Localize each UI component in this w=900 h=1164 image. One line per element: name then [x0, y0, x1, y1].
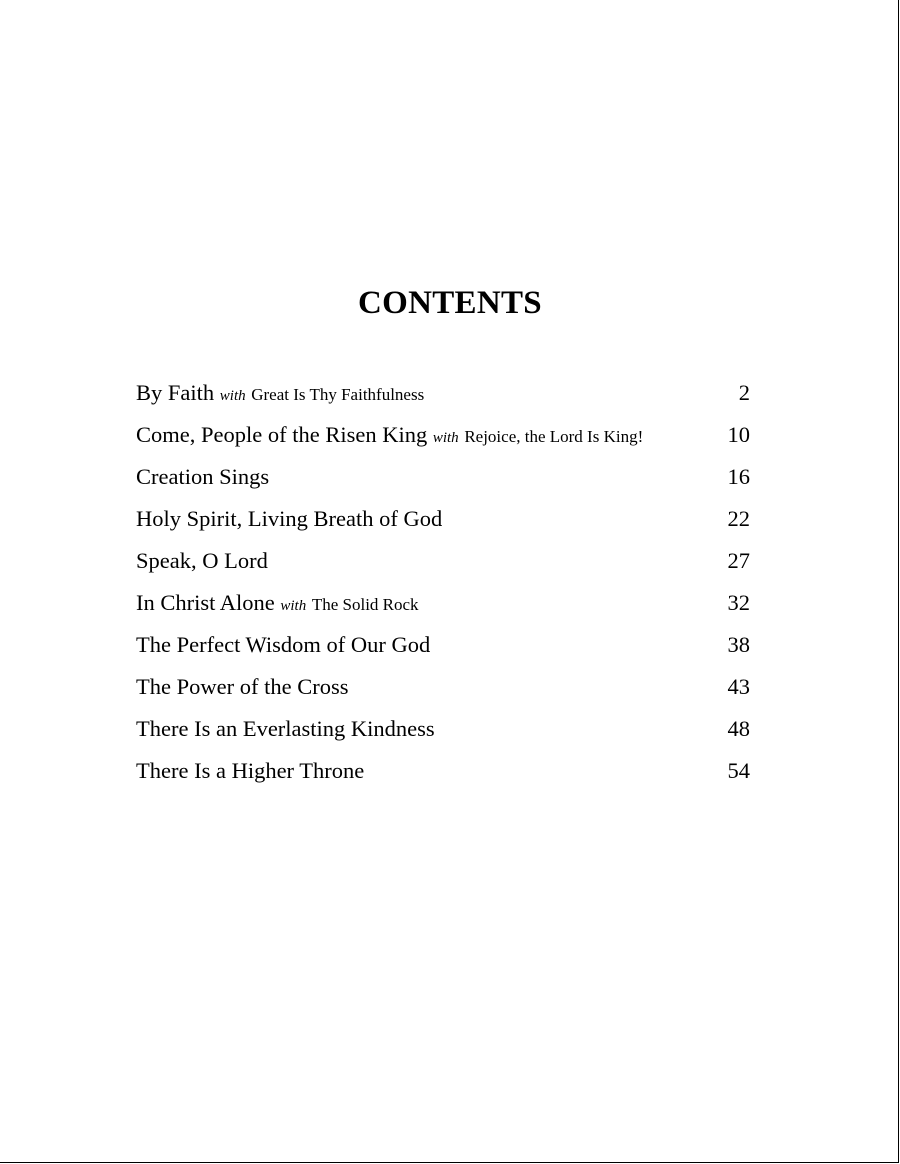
page-title: CONTENTS — [358, 285, 542, 321]
toc-entry — [136, 666, 750, 708]
toc-entry-subtitle: The Solid Rock — [311, 595, 419, 614]
toc-entry-text — [136, 582, 419, 627]
toc-entry-text — [136, 372, 424, 417]
toc-entry-text — [136, 498, 442, 540]
toc-entry-text — [136, 624, 430, 666]
toc-entry-text — [136, 414, 643, 459]
toc-entry — [136, 372, 750, 414]
toc-entry-title: Come, People of the Risen King — [136, 422, 428, 447]
toc-entry-text — [136, 750, 364, 792]
table-of-contents — [136, 372, 750, 792]
toc-entry-with: with — [280, 598, 307, 614]
toc-entry — [136, 414, 750, 456]
toc-entry-subtitle: Rejoice, the Lord Is King! — [464, 427, 644, 446]
toc-entry — [136, 708, 750, 750]
toc-entry-page-number: 22 — [727, 506, 750, 531]
toc-entry — [136, 750, 750, 792]
toc-entry-title: Creation Sings — [136, 464, 270, 489]
toc-entry-title: Holy Spirit, Living Breath of God — [136, 506, 443, 531]
toc-entry-title: The Perfect Wisdom of Our God — [136, 632, 431, 657]
toc-entry — [136, 582, 750, 624]
toc-entry-with: with — [219, 388, 246, 404]
toc-entry-title: There Is a Higher Throne — [136, 758, 365, 783]
toc-entry-text — [136, 666, 348, 708]
toc-entry-subtitle: Great Is Thy Faithfulness — [251, 385, 425, 404]
toc-entry-text — [136, 708, 435, 750]
toc-entry-page-number: 2 — [738, 380, 750, 405]
toc-entry — [136, 498, 750, 540]
toc-entry-title: Speak, O Lord — [136, 548, 268, 573]
toc-entry-page-number: 43 — [727, 674, 750, 699]
toc-entry-page-number: 48 — [727, 716, 750, 741]
toc-entry-page-number: 38 — [727, 632, 750, 657]
toc-entry-page-number: 10 — [727, 422, 750, 447]
toc-entry-page-number: 32 — [727, 590, 750, 615]
toc-entry — [136, 540, 750, 582]
toc-entry-page-number: 54 — [727, 758, 750, 783]
toc-entry-title: In Christ Alone — [136, 590, 275, 615]
toc-entry-page-number: 27 — [727, 548, 750, 573]
toc-entry-title: By Faith — [136, 380, 215, 405]
toc-entry-text — [136, 456, 269, 498]
toc-entry-with: with — [432, 430, 459, 446]
toc-entry — [136, 456, 750, 498]
toc-entry-text — [136, 540, 268, 582]
toc-entry — [136, 624, 750, 666]
toc-entry-title: There Is an Everlasting Kindness — [136, 716, 435, 741]
toc-entry-page-number: 16 — [727, 464, 750, 489]
toc-entry-title: The Power of the Cross — [136, 674, 349, 699]
